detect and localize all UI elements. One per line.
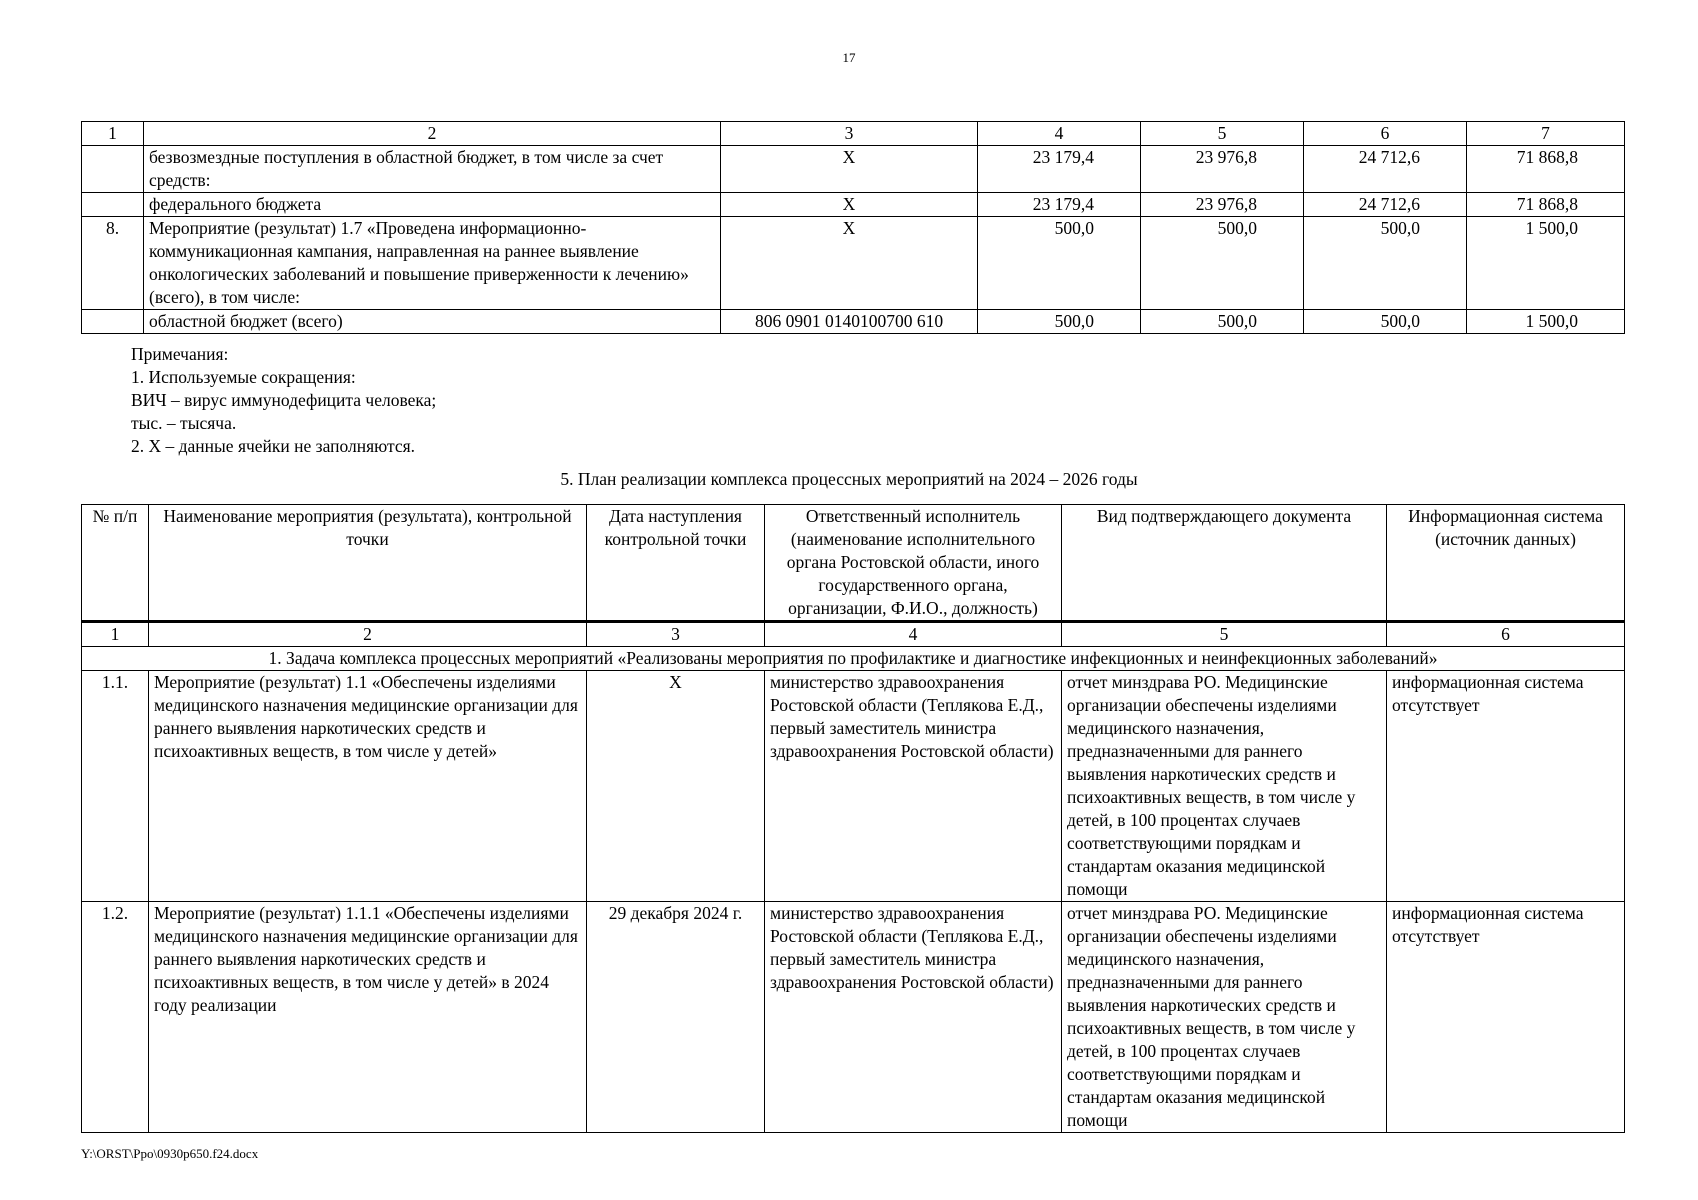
row-value-2024: 23 179,4 [978,146,1141,193]
col-header-document: Вид подтверждающего документа [1062,505,1387,622]
row-value-2025: 23 976,8 [1141,146,1304,193]
row-name: областной бюджет (всего) [144,310,721,334]
column-number-row [82,622,1625,647]
col-number: 5 [1062,622,1387,647]
row-value-2024: 500,0 [978,217,1141,310]
col-number: 4 [765,622,1062,647]
row-value-2026: 500,0 [1304,310,1467,334]
row-name: Мероприятие (результат) 1.7 «Проведена информационно-коммуникационная кампания, направленная на раннее выявление онкологических заболеваний и повышение приверженности к лечению» (всего), в том числе: [144,217,721,310]
row-document: отчет минздрава РО. Медицинские организации обеспечены изделиями медицинского назначения, предназначенными для раннего выявления наркотических средств и психоактивных веществ, в том числе у детей, в 100 процентах случаев соответствующими порядкам и стандартам оказания медицинской помощи [1062,902,1387,1133]
task-title: 1. Задача комплекса процессных мероприятий «Реализованы мероприятия по профилактике и диагностике инфекционных и неинфекционных заболеваний» [82,647,1625,671]
row-date: 29 декабря 2024 г. [587,902,765,1133]
col-header: 2 [144,122,721,146]
row-value-2025: 500,0 [1141,217,1304,310]
plan-table [81,504,1625,1133]
row-system: информационная система отсутствует [1387,671,1625,902]
row-value-2025: 23 976,8 [1141,193,1304,217]
row-number [82,193,144,217]
row-number [82,310,144,334]
row-name: безвозмездные поступления в областной бюджет, в том числе за счет средств: [144,146,721,193]
col-header-number: № п/п [82,505,149,622]
row-name: федерального бюджета [144,193,721,217]
table-row [82,193,1625,217]
col-header: 7 [1467,122,1625,146]
row-name: Мероприятие (результат) 1.1 «Обеспечены изделиями медицинского назначения медицинские организации для раннего выявления наркотических средств и психоактивных веществ, в том числе у детей» [149,671,587,902]
row-executor: министерство здравоохранения Ростовской области (Теплякова Е.Д., первый заместитель министра здравоохранения Ростовской области) [765,902,1062,1133]
table-row [82,902,1625,1133]
col-header-name: Наименование мероприятия (результата), контрольной точки [149,505,587,622]
row-value-2024: 500,0 [978,310,1141,334]
notes-line: 2. Х – данные ячейки не заполняются. [131,436,416,456]
table-header-row [82,122,1625,146]
table-row [82,310,1625,334]
col-number: 1 [82,622,149,647]
col-header-date: Дата наступления контрольной точки [587,505,765,622]
row-code: X [721,193,978,217]
row-code: X [721,217,978,310]
col-number: 2 [149,622,587,647]
notes-line: ВИЧ – вирус иммунодефицита человека; [131,390,437,410]
row-number: 1.2. [82,902,149,1133]
footer-file-path: Y:\ORST\Ppo\0930p650.f24.docx [81,1146,259,1161]
table-row [82,671,1625,902]
table-row [82,146,1625,193]
col-header: 6 [1304,122,1467,146]
page-number: 17 [842,50,856,65]
row-document: отчет минздрава РО. Медицинские организации обеспечены изделиями медицинского назначения, предназначенными для раннего выявления наркотических средств и психоактивных веществ, в том числе у детей, в 100 процентах случаев соответствующими порядкам и стандартам оказания медицинской помощи [1062,671,1387,902]
col-header: 1 [82,122,144,146]
col-header-executor: Ответственный исполнитель (наименование исполнительного органа Ростовской области, иного государственного органа, организации, Ф.И.О., должность) [765,505,1062,622]
notes-line: тыс. – тысяча. [131,413,237,433]
row-code: X [721,146,978,193]
col-header: 5 [1141,122,1304,146]
row-value-2025: 500,0 [1141,310,1304,334]
row-number: 1.1. [82,671,149,902]
row-value-total: 1 500,0 [1467,310,1625,334]
notes-title: Примечания: [131,344,229,364]
funding-table [81,121,1625,334]
table-header-row [82,505,1625,622]
row-value-2026: 24 712,6 [1304,193,1467,217]
row-code: 806 0901 0140100700 610 [721,310,978,334]
section-title: 5. План реализации комплекса процессных мероприятий на 2024 – 2026 годы [560,469,1138,489]
row-number: 8. [82,217,144,310]
row-value-2026: 500,0 [1304,217,1467,310]
row-date: X [587,671,765,902]
col-header: 3 [721,122,978,146]
col-header-system: Информационная система (источник данных) [1387,505,1625,622]
task-row [82,647,1625,671]
row-value-2024: 23 179,4 [978,193,1141,217]
row-value-total: 1 500,0 [1467,217,1625,310]
row-value-2026: 24 712,6 [1304,146,1467,193]
row-number [82,146,144,193]
row-executor: министерство здравоохранения Ростовской области (Теплякова Е.Д., первый заместитель министра здравоохранения Ростовской области) [765,671,1062,902]
table-row [82,217,1625,310]
row-system: информационная система отсутствует [1387,902,1625,1133]
row-value-total: 71 868,8 [1467,146,1625,193]
notes-block [131,343,436,458]
row-value-total: 71 868,8 [1467,193,1625,217]
col-number: 3 [587,622,765,647]
notes-line: 1. Используемые сокращения: [131,367,356,387]
col-number: 6 [1387,622,1625,647]
col-header: 4 [978,122,1141,146]
row-name: Мероприятие (результат) 1.1.1 «Обеспечены изделиями медицинского назначения медицинские организации для раннего выявления наркотических средств и психоактивных веществ, в том числе у детей» в 2024 году реализации [149,902,587,1133]
